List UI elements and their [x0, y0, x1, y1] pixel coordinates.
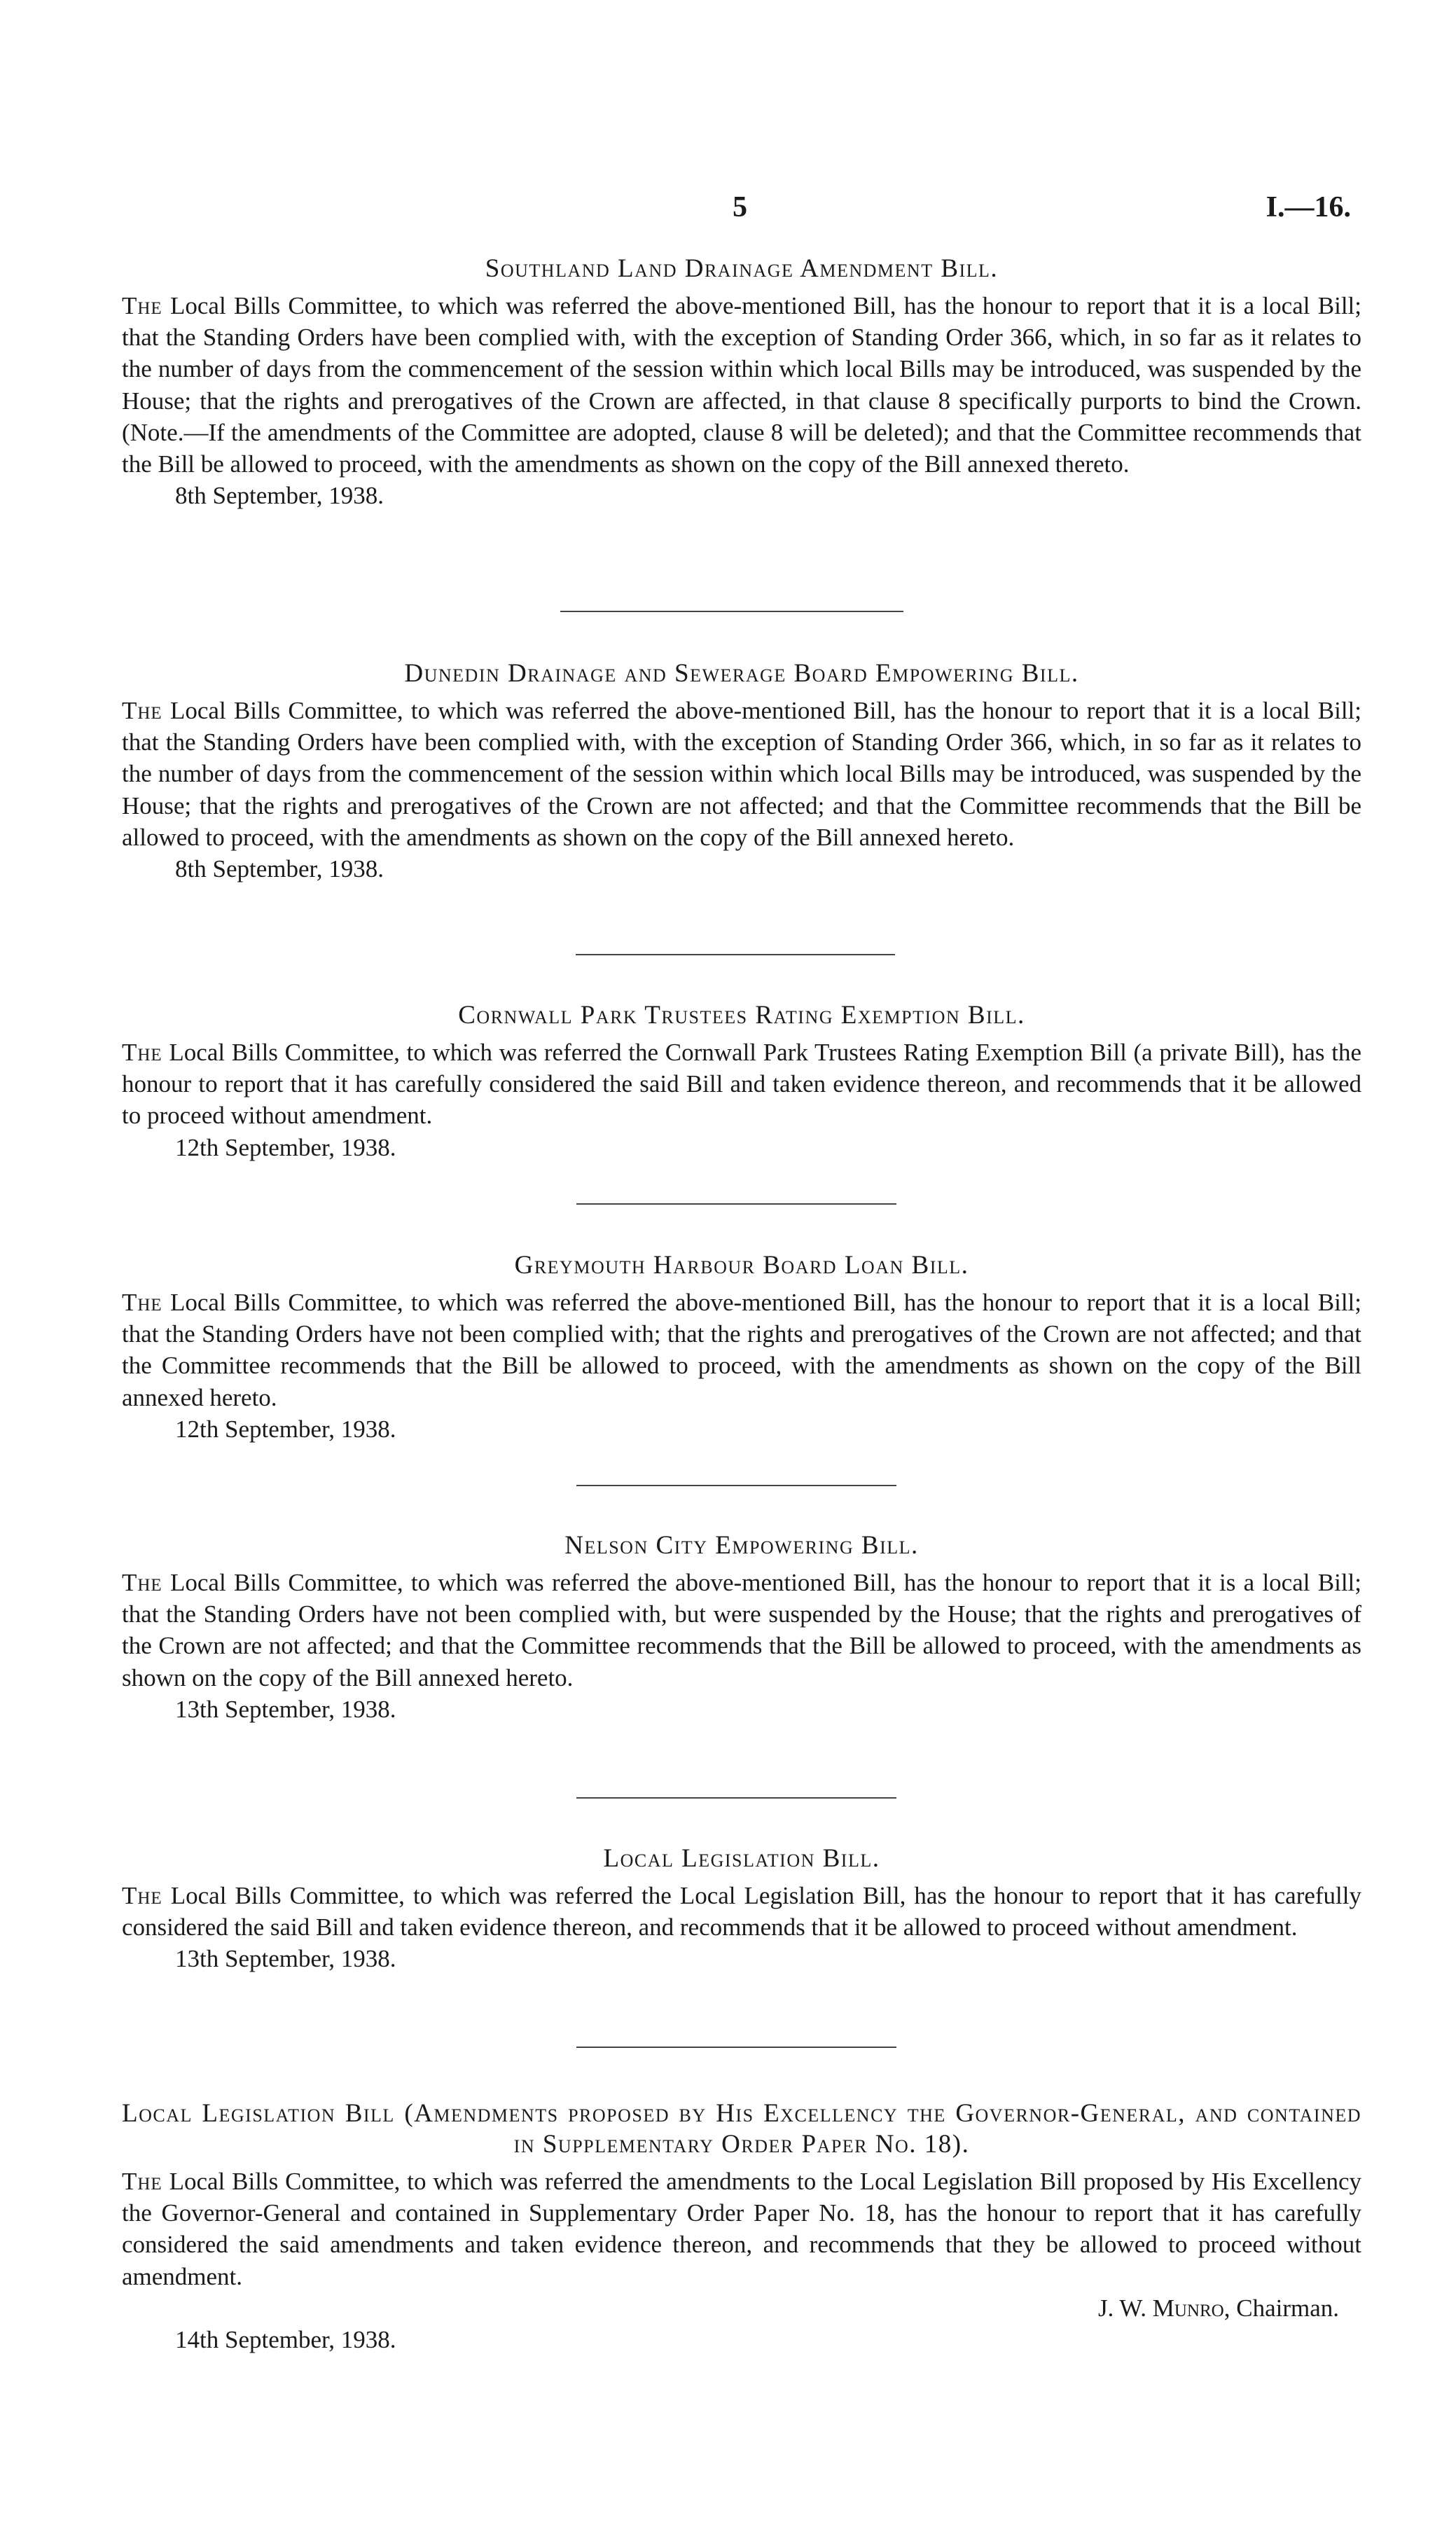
section-title: Dunedin Drainage and Sewerage Board Empowering Bill.	[404, 659, 1079, 688]
report-greymouth-harbour-board	[122, 1250, 1361, 1445]
section-body	[122, 695, 1361, 853]
section-body	[122, 1880, 1361, 1943]
section-date: 12th September, 1938.	[175, 1133, 396, 1161]
body-opener: The	[122, 1039, 162, 1066]
section-title: Cornwall Park Trustees Rating Exemption Bill.	[458, 1001, 1025, 1030]
body-text: Local Bills Committee, to which was referred the Cornwall Park Trustees Rating Exemption Bill (a private Bill), has the honour to report that it has carefully considered the said Bill and taken evidence thereon, and recommends that it be allowed to proceed without amendment.	[122, 1039, 1361, 1130]
section-date: 14th September, 1938.	[175, 2325, 396, 2353]
body-opener: The	[122, 1289, 162, 1316]
section-divider	[576, 1797, 896, 1799]
section-title: Local Legislation Bill.	[603, 1844, 880, 1873]
report-local-legislation	[122, 1843, 1361, 1974]
document-reference: I.—16.	[1266, 191, 1351, 223]
body-text: Local Bills Committee, to which was referred the above-mentioned Bill, has the honour to report that it is a local Bill; that the Standing Orders have been complied with, with the exception of Standing Order 366, which, in so far as it relates to the number of days from the commencement of the session within which local Bills may be introduced, was suspended by the House; that the rights and prerogatives of the Crown are affected, in that clause 8 specifically purports to bind the Crown. (Note.—If the amendments of the Committee are adopted, clause 8 will be deleted); and that the Committee recommends that the Bill be allowed to proceed, with the amendments as shown on the copy of the Bill annexed thereto.	[122, 292, 1361, 478]
section-body	[122, 2166, 1361, 2292]
signature-role: , Chairman.	[1223, 2294, 1339, 2322]
body-text: Local Bills Committee, to which was referred the amendments to the Local Legislation Bill proposed by His Excellency the Governor-General and contained in Supplementary Order Paper No. 18, has the honour to report that it has carefully considered the said amendments and taken evidence thereon, and recommends that they be allowed to proceed without amendment.	[122, 2168, 1361, 2290]
report-southland-land-drainage	[122, 254, 1361, 511]
section-date: 12th September, 1938.	[175, 1415, 396, 1443]
section-divider	[576, 1203, 896, 1205]
report-cornwall-park-trustees	[122, 1000, 1361, 1163]
section-date: 8th September, 1938.	[175, 855, 384, 883]
body-text: Local Bills Committee, to which was referred the above-mentioned Bill, has the honour to report that it is a local Bill; that the Standing Orders have not been complied with; that the rights and prerogatives of the Crown are not affected; and that the Committee recommends that the Bill be allowed to proceed, with the amendments as shown on the copy of the Bill annexed hereto.	[122, 1289, 1361, 1411]
body-text: Local Bills Committee, to which was referred the above-mentioned Bill, has the honour to report that it is a local Bill; that the Standing Orders have been complied with, with the exception of Standing Order 366, which, in so far as it relates to the number of days from the commencement of the session within which local Bills may be introduced, was suspended by the House; that the rights and prerogatives of the Crown are not affected; and that the Committee recommends that the Bill be allowed to proceed, with the amendments as shown on the copy of the Bill annexed hereto.	[122, 697, 1361, 851]
section-divider	[576, 954, 895, 955]
report-dunedin-drainage-sewerage	[122, 658, 1361, 885]
section-body	[122, 1037, 1361, 1132]
body-opener: The	[122, 1569, 162, 1596]
section-date: 8th September, 1938.	[175, 482, 384, 510]
signature-name: J. W. Munro	[1097, 2294, 1224, 2322]
body-opener: The	[122, 697, 162, 724]
section-title: Nelson City Empowering Bill.	[564, 1531, 919, 1560]
section-date: 13th September, 1938.	[175, 1945, 396, 1973]
report-nelson-city-empowering	[122, 1530, 1361, 1725]
body-text: Local Bills Committee, to which was referred the above-mentioned Bill, has the honour to report that it is a local Bill; that the Standing Orders have not been complied with, but were suspended by the House; that the rights and prerogatives of the Crown are not affected; and that the Committee recommends that the Bill be allowed to proceed, with the amendments as shown on the copy of the Bill annexed hereto.	[122, 1569, 1361, 1691]
section-title: Local Legislation Bill (Amendments proposed by His Excellency the Governor-General, and contained in Supplementary Order Paper No. 18).	[122, 2099, 1361, 2159]
section-date: 13th September, 1938.	[175, 1695, 396, 1723]
body-opener: The	[122, 1882, 162, 1909]
section-body	[122, 290, 1361, 480]
chairman-signature	[122, 2292, 1361, 2324]
section-divider	[576, 1485, 896, 1486]
body-text: Local Bills Committee, to which was referred the Local Legislation Bill, has the honour to report that it has carefully considered the said Bill and taken evidence thereon, and recommends that it be allowed to proceed without amendment.	[122, 1882, 1361, 1941]
section-body	[122, 1287, 1361, 1413]
body-opener: The	[122, 292, 162, 319]
body-opener: The	[122, 2168, 162, 2195]
section-title: Greymouth Harbour Board Loan Bill.	[514, 1251, 969, 1280]
section-body	[122, 1567, 1361, 1694]
section-divider	[576, 2047, 896, 2048]
section-title: Southland Land Drainage Amendment Bill.	[485, 254, 999, 283]
section-divider	[560, 611, 903, 612]
report-local-legislation-amendments	[122, 2098, 1361, 2355]
page-number: 5	[733, 191, 747, 223]
